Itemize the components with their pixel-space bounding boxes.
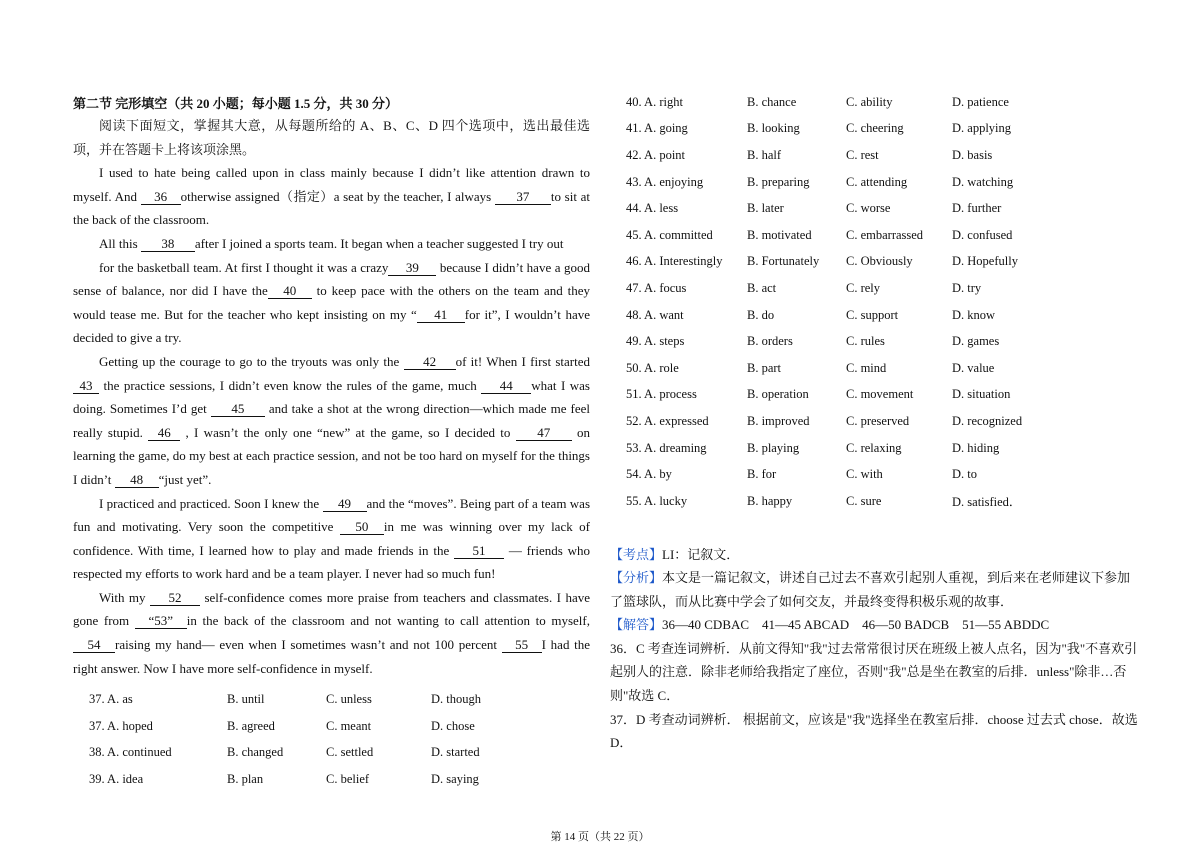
blank-44: 44 <box>481 379 531 394</box>
option-row <box>610 222 1140 249</box>
option-d: D. Hopefully <box>952 254 1018 269</box>
option-b: B. motivated <box>747 227 812 242</box>
option-b: B. orders <box>747 334 793 349</box>
option-row <box>610 142 1140 169</box>
option-c: C. settled <box>326 745 374 760</box>
option-c: C. rules <box>846 334 885 349</box>
option-d: D. to <box>952 467 977 482</box>
instruction: 阅读下面短文，掌握其大意，从每题所给的 A、B、C、D 四个选项中，选出最佳选项，并在答题卡上将该项涂黑。 <box>73 118 590 157</box>
option-row <box>610 461 1140 488</box>
option-a: 37. A. as <box>89 692 133 707</box>
paragraph-6: With my 52 self-confidence comes more praise from teachers and classmates. I have gone from “53” in the back of the classroom and not wanting to call attention to myself, 54 raising my hand— even when I sometimes wasn’t and not 100 percent 55 I had the right answer. Now I have more self-confidence in myself. <box>73 589 591 676</box>
options-table-right <box>610 89 1140 515</box>
option-row <box>73 686 590 713</box>
option-d: D. chose <box>431 718 475 733</box>
option-c: C. mind <box>846 360 887 375</box>
option-d: D. patience <box>952 94 1009 109</box>
option-a: 42. A. point <box>626 147 686 162</box>
blank-41: 41 <box>417 308 465 323</box>
option-b: B. improved <box>747 413 810 428</box>
option-row <box>610 355 1140 382</box>
option-a: 52. A. expressed <box>626 413 709 428</box>
blank-55: 55 <box>502 638 542 653</box>
option-c: C. ability <box>846 94 893 109</box>
option-row <box>610 169 1140 196</box>
option-c: C. worse <box>846 201 891 216</box>
explanation-36: 36．C 考查连词辨析．从前文得知"我"过去常常很讨厌在班级上被人点名，因为"我"不喜欢引起别人的注意．除非老师给我指定了座位，否则"我"总是坐在教室的后排．unless"除非…否则"故选 C． <box>610 640 1138 704</box>
left-column <box>73 93 590 793</box>
option-a: 38. A. continued <box>89 745 172 760</box>
option-a: 55. A. lucky <box>626 493 688 508</box>
option-d: D. know <box>952 307 996 322</box>
option-a: 45. A. committed <box>626 227 713 242</box>
blank-48: 48 <box>115 473 159 488</box>
paragraph-4: Getting up the courage to go to the tryouts was only the 42 of it! When I first started43 the practice sessions, I didn’t even know the rules of the game, much 44 what I was doing. Sometimes I’d get 45 and take a shot at the wrong direction—which made me feel really stupid. 46 , I wasn’t the only one “new” at the game, so I decided to 47 on learning the game, do my best at each practice session, and not be too hard on myself for the things I didn’t 48 “just yet”. <box>73 353 590 487</box>
option-b: B. Fortunately <box>747 254 820 269</box>
option-d: D. try <box>952 280 982 295</box>
option-b: B. agreed <box>227 718 275 733</box>
blank-38: 38 <box>141 237 195 252</box>
option-c: C. unless <box>326 692 372 707</box>
option-a: 39. A. idea <box>89 771 144 786</box>
blank-52: 52 <box>150 591 200 606</box>
option-row <box>610 275 1140 302</box>
option-d: D. satisfied． <box>952 495 1022 510</box>
option-row <box>610 435 1140 462</box>
option-row <box>610 488 1140 515</box>
fenxi-tag: 【分析】 <box>610 570 663 586</box>
option-d: D. applying <box>952 121 1012 136</box>
answer-analysis <box>610 543 1140 755</box>
option-d: D. hiding <box>952 440 1000 455</box>
option-a: 53. A. dreaming <box>626 440 707 455</box>
option-b: B. plan <box>227 771 264 786</box>
option-b: B. later <box>747 201 784 216</box>
jieda-line: 【解答】36—40 CDBAC 41—45 ABCAD 46—50 BADCB 51—55 ABDDC <box>610 617 1050 633</box>
option-b: B. do <box>747 307 775 322</box>
option-b: B. operation <box>747 387 809 402</box>
option-row <box>73 739 590 766</box>
option-row <box>610 382 1140 409</box>
jieda-tag: 【解答】 <box>610 617 663 633</box>
option-b: B. part <box>747 360 782 375</box>
option-c: C. preserved <box>846 413 910 428</box>
option-b: B. looking <box>747 121 800 136</box>
option-b: B. preparing <box>747 174 810 189</box>
blank-42: 42 <box>404 355 456 370</box>
option-d: D. started <box>431 745 480 760</box>
option-c: C. support <box>846 307 899 322</box>
section-heading: 第二节 完形填空（共 20 小题；每小题 1.5 分，共 30 分） <box>73 96 399 111</box>
option-row <box>73 713 590 740</box>
option-c: C. movement <box>846 387 914 402</box>
option-b: B. changed <box>227 745 284 760</box>
option-c: C. rest <box>846 147 879 162</box>
right-column <box>610 93 1140 755</box>
option-a: 50. A. role <box>626 360 679 375</box>
option-a: 46. A. Interestingly <box>626 254 723 269</box>
option-d: D. saying <box>431 771 479 786</box>
blank-45: 45 <box>211 402 265 417</box>
option-row <box>610 195 1140 222</box>
option-a: 43. A. enjoying <box>626 174 704 189</box>
option-c: C. cheering <box>846 121 904 136</box>
option-c: C. belief <box>326 771 370 786</box>
option-a: 44. A. less <box>626 201 679 216</box>
blank-47: 47 <box>516 426 572 441</box>
option-row <box>610 116 1140 143</box>
option-c: C. attending <box>846 174 908 189</box>
blank-54: 54 <box>73 638 115 653</box>
option-a: 37. A. hoped <box>89 718 153 733</box>
option-d: D. recognized <box>952 413 1023 428</box>
option-a: 47. A. focus <box>626 280 687 295</box>
option-b: B. chance <box>747 94 797 109</box>
paragraph-3: for the basketball team. At first I thought it was a crazy 39 because I didn’t have a good sense of balance, nor did I have the 40 to keep pace with the others on the team and they would tease me. But for the teacher who kept insisting on my “ 41 for it”, I wouldn’t have decided to give a try. <box>73 259 591 346</box>
option-c: C. with <box>846 467 883 482</box>
blank-36: 36 <box>141 190 181 205</box>
blank-46: 46 <box>148 426 180 441</box>
blank-37: 37 <box>495 190 551 205</box>
option-d: D. watching <box>952 174 1014 189</box>
blank-40: 40 <box>268 284 312 299</box>
option-d: D. though <box>431 692 481 707</box>
option-a: 48. A. want <box>626 307 684 322</box>
option-c: C. rely <box>846 280 881 295</box>
option-a: 51. A. process <box>626 387 697 402</box>
option-c: C. Obviously <box>846 254 913 269</box>
option-b: B. half <box>747 147 782 162</box>
blank-43: 43 <box>73 379 99 394</box>
option-row <box>610 89 1140 116</box>
option-a: 54. A. by <box>626 467 672 482</box>
option-b: B. playing <box>747 440 800 455</box>
option-b: B. act <box>747 280 777 295</box>
option-row <box>73 766 590 793</box>
option-d: D. value <box>952 360 995 375</box>
fenxi-line: 【分析】本文是一篇记叙文，讲述自己过去不喜欢引起别人重视，到后来在老师建议下参加了篮球队，而从比赛中学会了如何交友，并最终变得积极乐观的故事． <box>610 570 1131 609</box>
option-row <box>610 408 1140 435</box>
paragraph-2: All this 38 after I joined a sports team. It began when a teacher suggested I try out <box>99 235 564 251</box>
option-row <box>610 249 1140 276</box>
blank-53: “53” <box>135 614 187 629</box>
page-footer: 第 14 页（共 22 页） <box>550 831 650 843</box>
option-d: D. situation <box>952 387 1011 402</box>
blank-49: 49 <box>323 497 367 512</box>
option-a: 40. A. right <box>626 94 683 109</box>
option-d: D. games <box>952 334 1000 349</box>
paragraph-1: I used to hate being called upon in class mainly because I didn’t like attention drawn to myself. And 36 otherwise assigned（指定）a seat by the teacher, I always 37 to sit at the back of the classroom. <box>73 165 590 228</box>
blank-39: 39 <box>388 261 436 276</box>
option-row <box>610 302 1140 329</box>
option-d: D. confused <box>952 227 1013 242</box>
option-d: D. basis <box>952 147 993 162</box>
options-table-left <box>73 686 590 792</box>
option-b: B. until <box>227 692 265 707</box>
option-a: 41. A. going <box>626 121 688 136</box>
option-c: C. meant <box>326 718 372 733</box>
option-c: C. sure <box>846 493 882 508</box>
kaodian-tag: 【考点】 <box>610 546 663 562</box>
paragraph-5: I practiced and practiced. Soon I knew the 49 and the “moves”. Being part of a team was fun and motivating. Very soon the competitive 50 in me was winning over my lack of confidence. With time, I learned how to play and made friends in the 51 — friends who respected my efforts to work hard and be a team player. I never had so much fun! <box>73 495 590 582</box>
option-b: B. for <box>747 467 777 482</box>
explanation-37: 37．D 考查动词辨析． 根据前文，应该是"我"选择坐在教室后排．choose 过去式 chose．故选 D． <box>610 711 1138 751</box>
blank-50: 50 <box>340 520 384 535</box>
option-c: C. embarrassed <box>846 227 924 242</box>
kaodian-line: 【考点】LI：记叙文． <box>610 546 740 562</box>
option-b: B. happy <box>747 493 793 508</box>
option-row <box>610 328 1140 355</box>
option-c: C. relaxing <box>846 440 902 455</box>
option-a: 49. A. steps <box>626 334 685 349</box>
option-d: D. further <box>952 201 1002 216</box>
blank-51: 51 <box>454 544 504 559</box>
